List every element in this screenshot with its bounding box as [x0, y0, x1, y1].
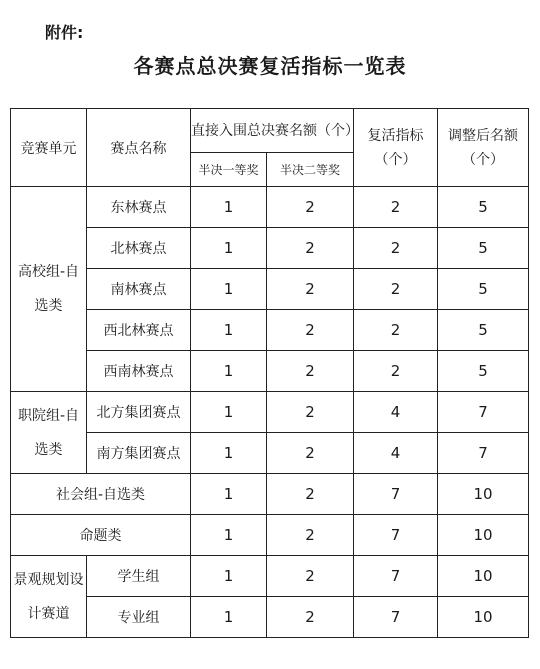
- adjusted-cell: 7: [438, 392, 529, 433]
- group-cell: 社会组-自选类: [11, 474, 191, 515]
- table-row: [11, 392, 529, 433]
- venue-cell: 东林赛点: [87, 187, 191, 228]
- group-cell: 职院组-自选类: [11, 392, 87, 474]
- semi2-cell: 2: [267, 269, 354, 310]
- semi2-cell: 2: [267, 597, 354, 638]
- semi2-cell: 2: [267, 515, 354, 556]
- semi2-cell: 2: [267, 351, 354, 392]
- adjusted-cell: 5: [438, 269, 529, 310]
- semi2-cell: 2: [267, 187, 354, 228]
- group-cell: 命题类: [11, 515, 191, 556]
- group-cell: 高校组-自选类: [11, 187, 87, 392]
- table-row: [11, 310, 529, 351]
- adjusted-cell: 5: [438, 228, 529, 269]
- venue-cell: 学生组: [87, 556, 191, 597]
- table-row: [11, 187, 529, 228]
- col-semi2-header: 半决二等奖: [267, 153, 354, 187]
- col-venue-header: 赛点名称: [87, 109, 191, 187]
- table-row: [11, 269, 529, 310]
- col-revive-header: 复活指标（个）: [354, 109, 438, 187]
- revive-cell: 2: [354, 187, 438, 228]
- table-row: [11, 556, 529, 597]
- table-row: [11, 351, 529, 392]
- col-unit-header: 竞赛单元: [11, 109, 87, 187]
- adjusted-cell: 10: [438, 556, 529, 597]
- table-row: [11, 228, 529, 269]
- adjusted-cell: 5: [438, 351, 529, 392]
- revive-cell: 4: [354, 433, 438, 474]
- col-direct-header: 直接入围总决赛名额（个）: [191, 109, 354, 153]
- semi1-cell: 1: [191, 392, 267, 433]
- semi1-cell: 1: [191, 515, 267, 556]
- semi1-cell: 1: [191, 597, 267, 638]
- semi2-cell: 2: [267, 392, 354, 433]
- semi1-cell: 1: [191, 269, 267, 310]
- col-adjusted-header: 调整后名额（个）: [438, 109, 529, 187]
- venue-cell: 南林赛点: [87, 269, 191, 310]
- semi2-cell: 2: [267, 433, 354, 474]
- group-cell: 景观规划设计赛道: [11, 556, 87, 638]
- table-row: [11, 474, 529, 515]
- revive-cell: 2: [354, 351, 438, 392]
- adjusted-cell: 10: [438, 515, 529, 556]
- revive-cell: 7: [354, 597, 438, 638]
- revive-cell: 7: [354, 515, 438, 556]
- semi1-cell: 1: [191, 228, 267, 269]
- semi1-cell: 1: [191, 187, 267, 228]
- adjusted-cell: 10: [438, 597, 529, 638]
- venue-cell: 北林赛点: [87, 228, 191, 269]
- semi1-cell: 1: [191, 351, 267, 392]
- adjusted-cell: 7: [438, 433, 529, 474]
- adjusted-cell: 10: [438, 474, 529, 515]
- venue-cell: 南方集团赛点: [87, 433, 191, 474]
- semi2-cell: 2: [267, 556, 354, 597]
- semi2-cell: 2: [267, 228, 354, 269]
- quota-table: [10, 108, 529, 638]
- table-row: [11, 433, 529, 474]
- col-semi1-header: 半决一等奖: [191, 153, 267, 187]
- semi1-cell: 1: [191, 556, 267, 597]
- attachment-label: 附件:: [45, 23, 84, 42]
- semi2-cell: 2: [267, 310, 354, 351]
- document-title: 各赛点总决赛复活指标一览表: [133, 54, 407, 78]
- venue-cell: 北方集团赛点: [87, 392, 191, 433]
- revive-cell: 7: [354, 474, 438, 515]
- adjusted-cell: 5: [438, 187, 529, 228]
- revive-cell: 7: [354, 556, 438, 597]
- semi2-cell: 2: [267, 474, 354, 515]
- revive-cell: 2: [354, 310, 438, 351]
- semi1-cell: 1: [191, 474, 267, 515]
- semi1-cell: 1: [191, 433, 267, 474]
- semi1-cell: 1: [191, 310, 267, 351]
- table-row: [11, 515, 529, 556]
- adjusted-cell: 5: [438, 310, 529, 351]
- table-row: [11, 597, 529, 638]
- revive-cell: 4: [354, 392, 438, 433]
- header-row: [11, 109, 529, 153]
- revive-cell: 2: [354, 269, 438, 310]
- revive-cell: 2: [354, 228, 438, 269]
- venue-cell: 西南林赛点: [87, 351, 191, 392]
- venue-cell: 西北林赛点: [87, 310, 191, 351]
- venue-cell: 专业组: [87, 597, 191, 638]
